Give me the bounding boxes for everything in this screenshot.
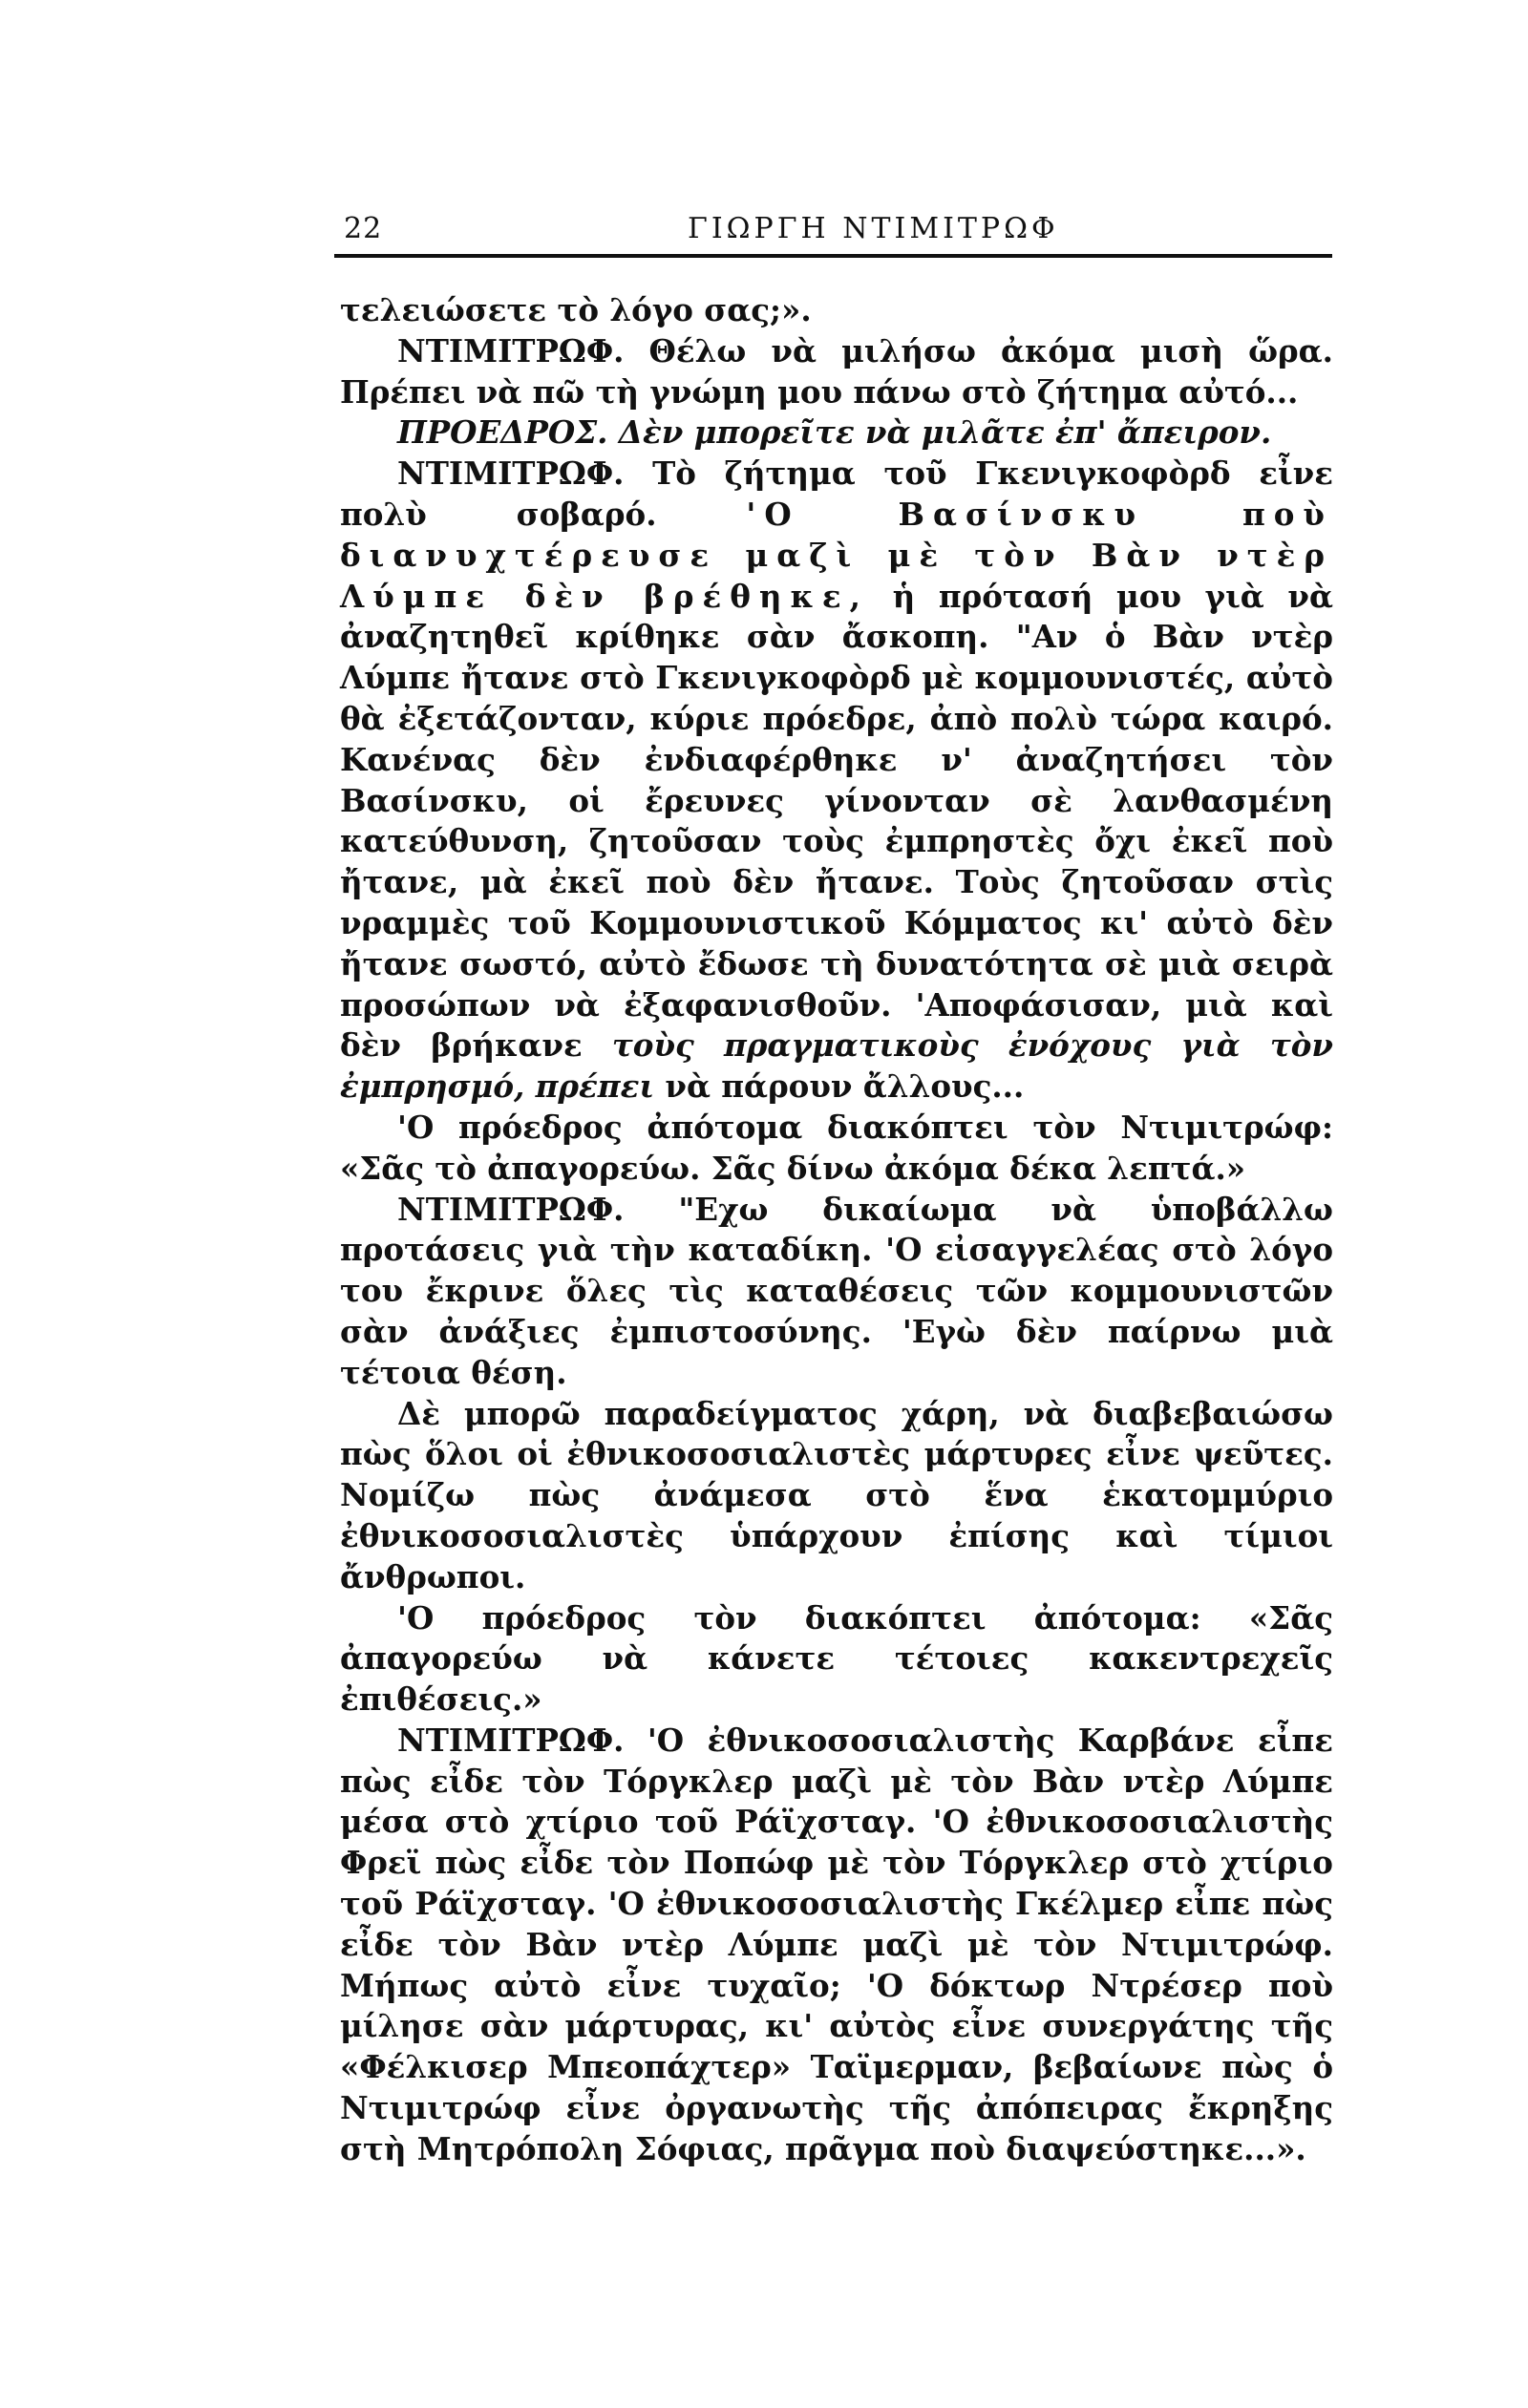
paragraph-3 [340,412,1333,454]
page-number: 22 [344,212,383,245]
paragraph-6 [340,1190,1333,1394]
paragraph-9 [340,1721,1333,2170]
paragraph-4-italic-text: τοὺς πραγματικοὺς ἐνόχους γιὰ τὸν ἐμπρησμό, πρέπει [340,1026,1333,1106]
paragraph-4-text-b: ἡ πρότασή μου γιὰ νὰ ἀναζητηθεῖ κρίθηκε σὰν ἄσκοπη. "Αν ὁ Βὰν ντὲρ Λύμπε ἤτανε στὸ Γκενιγκοφὸρδ μὲ κομμουνιστές, αὐτὸ θὰ ἐξετάζονταν, κύριε πρόεδρε, ἀπὸ πολὺ τώρα καιρό. Κανένας δὲν ἐνδιαφέρθηκε ν' ἀναζητήσει τὸν Βασίνσκυ, οἱ ἔρευνες γίνονταν σὲ λανθασμένη κατεύθυνση, ζητοῦσαν τοὺς ἐμπρηστὲς ὄχι ἐκεῖ ποὺ ἤτανε, μὰ ἐκεῖ ποὺ δὲν ἤτανε. Τοὺς ζητοῦσαν στὶς νραμμὲς τοῦ Κομμουνιστικοῦ Κόμματος κι' αὐτὸ δὲν ἤτανε σωστό, αὐτὸ ἔδωσε τὴ δυνατότητα σὲ μιὰ σειρὰ προσώπων νὰ ἐξαφανισθοῦν. 'Αποφάσισαν, μιὰ καὶ δὲν βρήκανε [340,577,1333,1065]
paragraph-9-text: 'Ο ἐθνικοσοσιαλιστὴς Καρβάνε εἶπε πὼς εἶδε τὸν Τόργκλερ μαζὶ μὲ τὸν Βὰν ντὲρ Λύμπε μέσα στὸ χτίριο τοῦ Ράϊχσταγ. 'Ο ἐθνικοσοσιαλιστὴς Φρεϊ πὼς εἶδε τὸν Ποπώφ μὲ τὸν Τόργκλερ στὸ χτίριο τοῦ Ράϊχσταγ. 'Ο ἐθνικοσοσιαλιστὴς Γκέλμερ εἶπε πὼς εἶδε τὸν Βὰν ντὲρ Λύμπε μαζὶ μὲ τὸν Ντιμιτρώφ. Μήπως αὐτὸ εἶνε τυχαῖο; 'Ο δόκτωρ Ντρέσερ ποὺ μίλησε σὰν μάρτυρας, κι' αὐτὸς εἶνε συνεργάτης τῆς «Φέλκισερ Μπεοπάχτερ» Ταϊμερμαν, βεβαίωνε πὼς ὁ Ντιμιτρώφ εἶνε ὀργανωτὴς τῆς ἀπόπειρας ἔκρηξης στὴ Μητρόπολη Σόφιας, πρᾶγμα ποὺ διαψεύστηκε...». [340,1721,1333,2167]
paragraph-4-text-a: Τὸ ζήτημα τοῦ Γκενιγκοφὸρδ εἶνε πολὺ σοβαρό. [340,454,1333,533]
paragraph-2 [340,331,1333,413]
speaker-label: ΝΤΙΜΙΤΡΩΦ. [397,454,625,493]
running-title: ΓΙΩΡΓΗ ΝΤΙΜΙΤΡΩΦ [688,212,1059,245]
paragraph-3-text: ΠΡΟΕΔΡΟΣ. Δὲν μπορεῖτε νὰ μιλᾶτε ἐπ' ἄπειρον. [397,413,1272,452]
speaker-label: ΝΤΙΜΙΤΡΩΦ. [397,331,625,370]
running-header [334,212,1332,258]
paragraph-7-text: Δὲ μπορῶ παραδείγματος χάρη, νὰ διαβεβαιώσω πὼς ὅλοι οἱ ἐθνικοσοσιαλιστὲς μάρτυρες εἶνε ψεῦτες. Νομίζω πὼς ἀνάμεσα στὸ ἕνα ἑκατομμύριο ἐθνικοσοσιαλιστὲς ὑπάρχουν ἐπίσης καὶ τίμιοι ἄνθρωποι. [340,1394,1333,1595]
paragraph-7 [340,1394,1333,1598]
paragraph-1-text: τελειώσετε τὸ λόγο σας;». [340,291,812,328]
paragraph-2-text: Θέλω νὰ μιλήσω ἀκόμα μισὴ ὥρα. Πρέπει νὰ πῶ τὴ γνώμη μου πάνω στὸ ζήτημα αὐτό... [340,331,1333,411]
paragraph-5-text: 'Ο πρόεδρος ἀπότομα διακόπτει τὸν Ντιμιτρώφ: «Σᾶς τὸ ἀπαγορεύω. Σᾶς δίνω ἀκόμα δέκα λεπτά.» [340,1108,1333,1187]
speaker-label: ΝΤΙΜΙΤΡΩΦ. [397,1721,625,1759]
paragraph-4-spaced-text: 'Ο Βασίνσκυ ποὺ διανυχτέρευσε μαζὶ μὲ τὸν Βὰν ντὲρ Λύμπε δὲν βρέθηκε, [340,495,1333,615]
paragraph-6-text: "Εχω δικαίωμα νὰ ὑποβάλλω προτάσεις γιὰ τὴν καταδίκη. 'Ο εἰσαγγελέας στὸ λόγο του ἔκρινε ὅλες τὶς καταθέσεις τῶν κομμουνιστῶν σὰν ἀνάξιες ἐμπιστοσύνης. 'Εγὼ δὲν παίρνω μιὰ τέτοια θέση. [340,1190,1333,1391]
paragraph-8-text: 'Ο πρόεδρος τὸν διακόπτει ἀπότομα: «Σᾶς ἀπαγορεύω νὰ κάνετε τέτοιες κακεντρεχεῖς ἐπιθέσεις.» [340,1598,1333,1719]
paragraph-1 [340,290,1333,331]
paragraph-4-text-c: νὰ πάρουν ἄλλους... [665,1067,1025,1106]
body-text [340,290,1333,2170]
speaker-label: ΝΤΙΜΙΤΡΩΦ. [397,1190,625,1228]
paragraph-5 [340,1108,1333,1190]
paragraph-4 [340,454,1333,1108]
paragraph-8 [340,1598,1333,1721]
